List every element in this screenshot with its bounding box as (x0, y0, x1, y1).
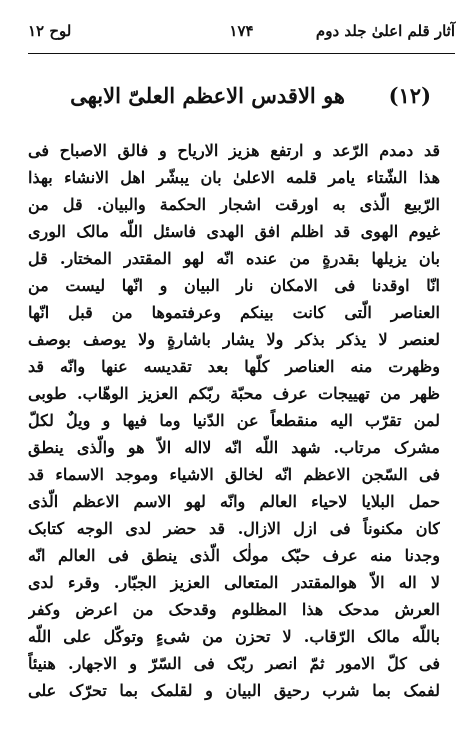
text-line: فی کلّ الامور ثمّ انصر ربّک فی السّرّ و الاجهار. هنیئاً (28, 654, 440, 673)
tablet-title: هو الاقدس الاعظم العلیّ الابهی (70, 83, 345, 108)
page-number: ۱۷۴ (229, 22, 254, 40)
text-line: وظهرت منه العناصر کلّها بعد تقدیسه عنها وانّه قد (28, 357, 440, 376)
book-title: آثار قلم اعلیٰ جلد دوم (315, 22, 455, 40)
running-header (28, 22, 455, 46)
text-line: لعنصر لا یذکر بذکر ولا یشار باشارةٍ ولا یوصف بوصف (28, 330, 440, 349)
text-line: هذا الشّتاء یامر قلمه الاعلیٰ بان یبشّر اهل الانشاء بهذا (28, 168, 440, 187)
tablet-heading (60, 83, 431, 117)
text-line: حمل البلایا لاحیاء العالم وانّه لهو الاسم الاعظم الّذی (28, 492, 440, 511)
text-line: قد دمدم الرّعد و ارتفع هزیز الاریاح و فالق الاصباح فی (28, 141, 440, 160)
text-line: الرّبیع الّذی به اورقت اشجار الحکمة والبیان. قل من (28, 195, 440, 214)
text-line: لفمک بما شرب رحیق البیان و لقلمک بما تحرّک علی (28, 681, 440, 700)
text-line: فی السّجن الاعظم انّه لخالق الاشیاء وموجد الاسماء قد (28, 465, 440, 484)
text-line: وجدنا منه عرف حبّک مولٰک الّذی ینطق فی العالم انّه (28, 546, 440, 565)
text-line: لا اله الاّ هوالمقتدر المتعالی العزیز الجبّار. وقرء لدی (28, 573, 440, 592)
text-line: لمن تقرّب الیه منقطعاً عن الدّنیا وما فیها و ویلٌ لکلّ (28, 411, 440, 430)
text-line: العناصر الّتی کانت بینکم وعرفتموها من قبل انّها (28, 303, 440, 322)
text-line: انّا اوقدنا فی الامکان نار البیان و انّها لیست من (28, 276, 440, 295)
tablet-label: لوح ۱۲ (28, 22, 72, 40)
text-line: غیوم الهوی قد اظلم افق الهدی فاسئل اللّه مالک الوری (28, 222, 440, 241)
text-line: مشرک مرتاب. شهد اللّه انّه لااله الاّ هو والّذی ینطق (28, 438, 440, 457)
header-divider (28, 53, 455, 54)
text-line: باللّه مالک الرّقاب. لا تحزن من شیءٍ وتوکّل علی اللّه (28, 627, 440, 646)
body-text (28, 137, 440, 704)
text-line: ظهر من تهییجات عرف محبّة ربّکم العزیز الوهّاب. طوبی (28, 384, 440, 403)
text-line: العرش مدحک هذا المظلوم وقدحک من اعرض وکفر (28, 600, 440, 619)
tablet-number: (۱۲) (388, 83, 431, 108)
text-line: کان مکنوناً فی ازل الازال. قد حضر لدی الوجه کتابک (28, 519, 440, 538)
text-line: بان یزیلها بقدرةٍ من عنده انّه لهو المقتدر المختار. قل (28, 249, 440, 268)
